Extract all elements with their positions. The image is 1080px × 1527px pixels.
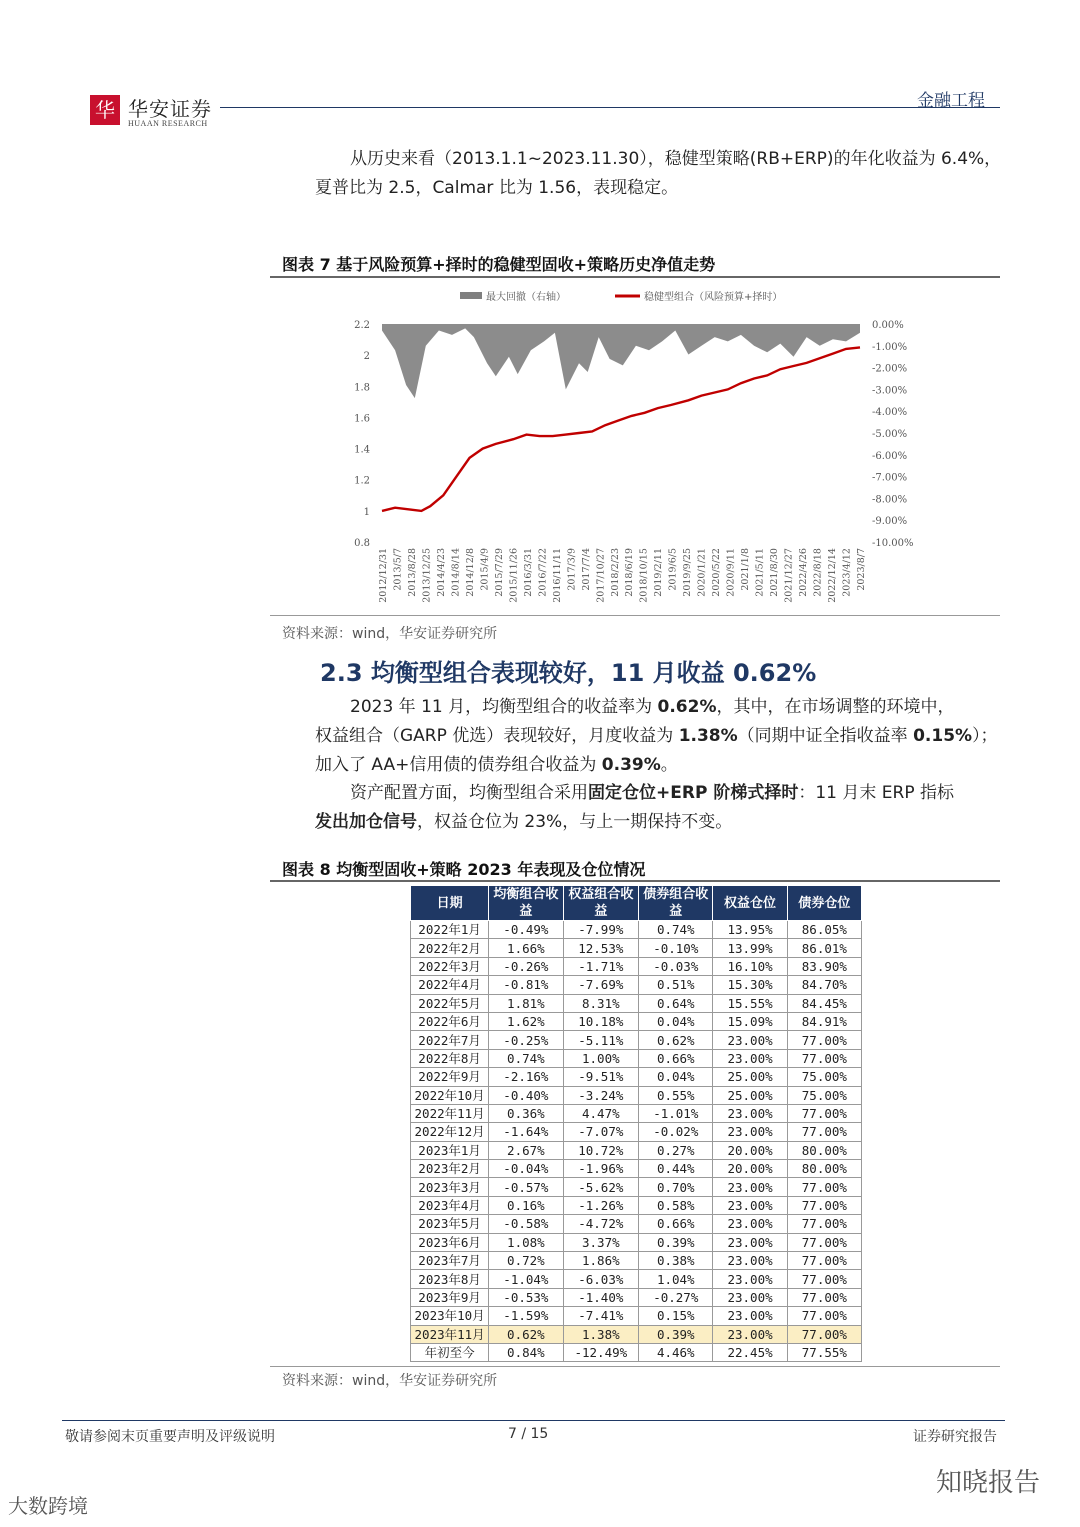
y-left-tick-label: 1.6 — [354, 413, 370, 425]
table-cell: 86.01% — [787, 939, 861, 957]
table-cell: -0.04% — [489, 1160, 563, 1178]
table-cell: 1.04% — [639, 1270, 713, 1288]
s23-para-line-3: 加入了 AA+信用债的债券组合收益为 0.39%。 — [315, 755, 678, 775]
table-cell: 0.58% — [639, 1196, 713, 1214]
table-cell: 23.00% — [713, 1252, 787, 1270]
x-tick-label: 2017/7/4 — [580, 548, 592, 591]
table-row — [411, 1049, 862, 1067]
table-cell: 4.46% — [639, 1343, 713, 1361]
table-cell: 15.09% — [713, 1012, 787, 1030]
table-row — [411, 1196, 862, 1214]
x-tick-label: 2014/12/8 — [464, 548, 476, 597]
y-right-tick-label: -5.00% — [872, 429, 908, 440]
x-tick-label: 2019/9/25 — [682, 548, 694, 597]
x-tick-label: 2019/6/5 — [667, 548, 679, 591]
table-cell: -2.16% — [489, 1068, 563, 1086]
table-cell: 77.00% — [787, 1104, 861, 1122]
nav-chart — [340, 282, 940, 612]
table-row — [411, 994, 862, 1012]
watermark-left: 大数跨境 — [8, 1494, 88, 1518]
table-cell: 23.00% — [713, 1270, 787, 1288]
x-tick-label: 2015/4/9 — [479, 548, 491, 591]
table-cell: 16.10% — [713, 957, 787, 975]
header-rule — [220, 107, 1000, 108]
table-cell: -0.49% — [489, 921, 563, 939]
x-tick-label: 2014/8/14 — [450, 548, 462, 597]
table-cell: 83.90% — [787, 957, 861, 975]
table-cell: 23.00% — [713, 1049, 787, 1067]
table-cell: 1.66% — [489, 939, 563, 957]
table-cell: 2.67% — [489, 1141, 563, 1159]
y-left-tick-label: 2 — [363, 351, 370, 363]
x-tick-label: 2013/12/25 — [421, 548, 433, 603]
table-cell: 2023年7月 — [411, 1252, 489, 1270]
footer-disclaimer: 敬请参阅末页重要声明及评级说明 — [65, 1429, 275, 1445]
table-cell: 13.99% — [713, 939, 787, 957]
table-cell: 23.00% — [713, 1123, 787, 1141]
y-left-tick-label: 0.8 — [354, 538, 370, 549]
figure8-rule — [270, 880, 1000, 882]
table-cell: 80.00% — [787, 1160, 861, 1178]
y-right-tick-label: -7.00% — [872, 472, 908, 484]
table-cell: -1.59% — [489, 1307, 563, 1325]
table-cell: 10.18% — [563, 1012, 639, 1030]
y-right-tick-label: -9.00% — [872, 516, 908, 528]
s23-para-line-1: 2023 年 11 月，均衡型组合的收益率为 0.62%，其中，在市场调整的环境中， — [350, 697, 955, 717]
y-right-tick-label: -2.00% — [872, 363, 908, 375]
table-cell: 2022年1月 — [411, 921, 489, 939]
table-cell: 0.39% — [639, 1233, 713, 1251]
table-cell: 77.00% — [787, 1215, 861, 1233]
table-cell: -0.10% — [639, 939, 713, 957]
table-cell: 23.00% — [713, 1233, 787, 1251]
table-cell: -0.57% — [489, 1178, 563, 1196]
watermark-right: 知晓报告 — [935, 1468, 1040, 1498]
footer-rule — [62, 1420, 1005, 1421]
figure8-bottom-rule — [270, 1366, 1000, 1367]
table-cell: -6.03% — [563, 1270, 639, 1288]
table-cell: 2022年6月 — [411, 1012, 489, 1030]
s23-para-line-2: 权益组合（GARP 优选）表现较好，月度收益为 1.38%（同期中证全指收益率 0.15%）； — [315, 726, 998, 746]
table-cell: -7.07% — [563, 1123, 639, 1141]
figure7-source: 资料来源：wind，华安证券研究所 — [282, 626, 498, 642]
table-cell: 84.45% — [787, 994, 861, 1012]
table-cell: 77.00% — [787, 1031, 861, 1049]
table-cell: 23.00% — [713, 1288, 787, 1306]
table-cell: -0.25% — [489, 1031, 563, 1049]
table-row — [411, 939, 862, 957]
x-tick-label: 2021/1/8 — [740, 548, 752, 591]
col-equity: 权益组合收益 — [563, 886, 639, 921]
x-tick-label: 2018/6/19 — [624, 548, 636, 597]
table-cell: 10.72% — [563, 1141, 639, 1159]
legend-label-drawdown: 最大回撤（右轴） — [486, 292, 566, 303]
table-cell: 2022年4月 — [411, 976, 489, 994]
logo-english: HUAAN RESEARCH — [128, 119, 208, 128]
table-cell: -1.04% — [489, 1270, 563, 1288]
x-tick-label: 2013/5/7 — [392, 548, 404, 591]
table-row — [411, 976, 862, 994]
table-cell: -1.01% — [639, 1104, 713, 1122]
y-right-tick-label: -3.00% — [872, 385, 908, 397]
table-row — [411, 1288, 862, 1306]
table-cell: -0.26% — [489, 957, 563, 975]
table-cell: 0.62% — [489, 1325, 563, 1343]
table-cell: 22.45% — [713, 1343, 787, 1361]
intro-line-1: 从历史来看（2013.1.1~2023.11.30），稳健型策略(RB+ERP)的年化收益为 6.4%， — [350, 149, 1002, 169]
x-tick-label: 2018/2/23 — [609, 548, 621, 597]
s23-para-line-4: 资产配置方面，均衡型组合采用固定仓位+ERP 阶梯式择时：11 月末 ERP 指标 — [350, 783, 954, 803]
y-left-tick-label: 1.4 — [354, 444, 370, 456]
x-tick-label: 2015/7/29 — [493, 548, 505, 597]
table-cell: 84.70% — [787, 976, 861, 994]
table-row — [411, 1160, 862, 1178]
table-cell: -0.58% — [489, 1215, 563, 1233]
x-tick-label: 2020/1/21 — [696, 548, 708, 597]
table-row — [411, 1343, 862, 1361]
s23-para-line-5: 发出加仓信号，权益仓位为 23%，与上一期保持不变。 — [315, 812, 733, 832]
table-cell: 0.15% — [639, 1307, 713, 1325]
table-cell: 2023年10月 — [411, 1307, 489, 1325]
x-tick-label: 2022/8/18 — [812, 548, 824, 597]
table-cell: 0.39% — [639, 1325, 713, 1343]
table-cell: 84.91% — [787, 1012, 861, 1030]
intro-line-2: 夏普比为 2.5，Calmar 比为 1.56，表现稳定。 — [315, 178, 679, 198]
table-cell: 20.00% — [713, 1160, 787, 1178]
table-cell: 77.00% — [787, 1123, 861, 1141]
table-cell: 2023年3月 — [411, 1178, 489, 1196]
figure8-source: 资料来源：wind，华安证券研究所 — [282, 1373, 498, 1389]
table-cell: 0.36% — [489, 1104, 563, 1122]
table-row — [411, 957, 862, 975]
table-row — [411, 1325, 862, 1343]
table-cell: 0.74% — [489, 1049, 563, 1067]
table-cell: 23.00% — [713, 1031, 787, 1049]
table-cell: 25.00% — [713, 1068, 787, 1086]
table-cell: 1.08% — [489, 1233, 563, 1251]
x-tick-label: 2021/5/11 — [754, 548, 766, 597]
table-cell: 23.00% — [713, 1215, 787, 1233]
table-cell: 77.00% — [787, 1049, 861, 1067]
table-cell: 80.00% — [787, 1141, 861, 1159]
table-cell: 2023年8月 — [411, 1270, 489, 1288]
y-right-tick-label: -10.00% — [872, 538, 914, 549]
table-cell: 0.64% — [639, 994, 713, 1012]
table-cell: 0.66% — [639, 1215, 713, 1233]
table-row — [411, 1031, 862, 1049]
table-cell: 2023年1月 — [411, 1141, 489, 1159]
table-cell: -12.49% — [563, 1343, 639, 1361]
x-tick-label: 2018/10/15 — [638, 548, 650, 603]
col-equity-weight: 权益仓位 — [713, 886, 787, 921]
table-cell: -7.41% — [563, 1307, 639, 1325]
x-tick-label: 2023/8/7 — [856, 548, 867, 591]
table-cell: 23.00% — [713, 1178, 787, 1196]
y-left-tick-label: 2.2 — [354, 320, 370, 331]
table-row — [411, 921, 862, 939]
table-cell: -0.53% — [489, 1288, 563, 1306]
col-bond-weight: 债券仓位 — [787, 886, 861, 921]
table-row — [411, 1012, 862, 1030]
table-cell: 0.38% — [639, 1252, 713, 1270]
table-cell: 77.00% — [787, 1196, 861, 1214]
y-left-tick-label: 1.8 — [354, 382, 370, 394]
table-cell: 0.16% — [489, 1196, 563, 1214]
x-tick-label: 2013/8/28 — [406, 548, 418, 597]
table-cell: 2023年11月 — [411, 1325, 489, 1343]
table-cell: 2022年11月 — [411, 1104, 489, 1122]
table-row — [411, 1123, 862, 1141]
table-cell: 23.00% — [713, 1325, 787, 1343]
table-cell: 77.00% — [787, 1252, 861, 1270]
table-cell: -1.40% — [563, 1288, 639, 1306]
table-row — [411, 1307, 862, 1325]
table-cell: 75.00% — [787, 1068, 861, 1086]
table-cell: 1.81% — [489, 994, 563, 1012]
table-cell: 0.51% — [639, 976, 713, 994]
table-cell: 0.04% — [639, 1068, 713, 1086]
table-cell: 77.55% — [787, 1343, 861, 1361]
x-tick-label: 2021/12/27 — [783, 548, 795, 603]
table-cell: -1.96% — [563, 1160, 639, 1178]
table-cell: 年初至今 — [411, 1343, 489, 1361]
table-cell: 77.00% — [787, 1307, 861, 1325]
x-tick-label: 2016/3/31 — [522, 548, 534, 597]
table-cell: 2022年10月 — [411, 1086, 489, 1104]
x-tick-label: 2022/12/14 — [827, 548, 839, 603]
x-tick-label: 2023/4/12 — [841, 548, 853, 597]
section-heading: 2.3 均衡型组合表现较好，11 月收益 0.62% — [320, 659, 817, 687]
page-number: 7 / 15 — [508, 1426, 549, 1442]
x-tick-label: 2016/7/22 — [537, 548, 549, 597]
y-right-tick-label: -4.00% — [872, 407, 908, 419]
table-cell: -3.24% — [563, 1086, 639, 1104]
table-cell: -5.11% — [563, 1031, 639, 1049]
figure8-title: 图表 8 均衡型固收+策略 2023 年表现及仓位情况 — [282, 860, 646, 879]
table-cell: 20.00% — [713, 1141, 787, 1159]
x-tick-label: 2017/10/27 — [595, 548, 607, 603]
legend-swatch-drawdown — [460, 292, 482, 299]
table-cell: 25.00% — [713, 1086, 787, 1104]
table-cell: 23.00% — [713, 1307, 787, 1325]
table-cell: 77.00% — [787, 1233, 861, 1251]
table-row — [411, 1068, 862, 1086]
performance-table — [410, 885, 862, 1362]
table-cell: 2022年12月 — [411, 1123, 489, 1141]
table-cell: 0.84% — [489, 1343, 563, 1361]
table-row — [411, 1270, 862, 1288]
x-tick-label: 2020/9/11 — [725, 548, 737, 597]
table-cell: 1.00% — [563, 1049, 639, 1067]
table-cell: 77.00% — [787, 1178, 861, 1196]
table-cell: 15.30% — [713, 976, 787, 994]
table-cell: 2023年6月 — [411, 1233, 489, 1251]
table-cell: 2022年5月 — [411, 994, 489, 1012]
table-cell: 15.55% — [713, 994, 787, 1012]
y-left-tick-label: 1.2 — [354, 475, 370, 487]
table-cell: 2022年7月 — [411, 1031, 489, 1049]
table-cell: 4.47% — [563, 1104, 639, 1122]
footer-report-type: 证券研究报告 — [913, 1429, 997, 1445]
legend-label-nav: 稳健型组合（风险预算+择时） — [644, 292, 783, 303]
table-cell: 2023年2月 — [411, 1160, 489, 1178]
x-tick-label: 2015/11/26 — [508, 548, 520, 603]
x-tick-label: 2012/12/31 — [378, 548, 389, 603]
table-cell: 0.70% — [639, 1178, 713, 1196]
table-cell: 1.86% — [563, 1252, 639, 1270]
table-cell: 2022年8月 — [411, 1049, 489, 1067]
logo-mark: 华 — [90, 95, 120, 125]
table-row — [411, 1178, 862, 1196]
table-cell: 0.04% — [639, 1012, 713, 1030]
x-tick-label: 2014/4/23 — [435, 548, 447, 597]
table-cell: 2023年4月 — [411, 1196, 489, 1214]
table-cell: 23.00% — [713, 1196, 787, 1214]
table-cell: -1.26% — [563, 1196, 639, 1214]
y-right-tick-label: -6.00% — [872, 450, 908, 462]
table-cell: 77.00% — [787, 1270, 861, 1288]
table-cell: 3.37% — [563, 1233, 639, 1251]
table-cell: -0.02% — [639, 1123, 713, 1141]
table-cell: -0.40% — [489, 1086, 563, 1104]
table-cell: -1.64% — [489, 1123, 563, 1141]
table-row — [411, 1104, 862, 1122]
table-cell: -5.62% — [563, 1178, 639, 1196]
col-date: 日期 — [411, 886, 489, 921]
section-label: 金融工程 — [917, 91, 985, 111]
table-cell: 75.00% — [787, 1086, 861, 1104]
y-right-tick-label: -8.00% — [872, 494, 908, 506]
table-cell: -7.69% — [563, 976, 639, 994]
table-cell: 1.38% — [563, 1325, 639, 1343]
table-cell: 1.62% — [489, 1012, 563, 1030]
table-cell: 13.95% — [713, 921, 787, 939]
y-left-tick-label: 1 — [363, 506, 370, 518]
y-right-tick-label: 0.00% — [872, 320, 904, 331]
table-cell: 0.66% — [639, 1049, 713, 1067]
table-cell: 77.00% — [787, 1288, 861, 1306]
col-balanced: 均衡组合收益 — [489, 886, 563, 921]
table-cell: 0.44% — [639, 1160, 713, 1178]
table-cell: 0.55% — [639, 1086, 713, 1104]
table-cell: -0.03% — [639, 957, 713, 975]
col-bond: 债券组合收益 — [639, 886, 713, 921]
table-cell: -4.72% — [563, 1215, 639, 1233]
table-cell: -1.71% — [563, 957, 639, 975]
table-cell: 2022年2月 — [411, 939, 489, 957]
x-tick-label: 2022/4/26 — [798, 548, 810, 597]
drawdown-area — [382, 324, 860, 398]
figure7-bottom-rule — [270, 615, 1000, 616]
x-tick-label: 2016/11/11 — [551, 548, 563, 603]
table-cell: -7.99% — [563, 921, 639, 939]
table-row — [411, 1086, 862, 1104]
table-cell: 2023年9月 — [411, 1288, 489, 1306]
table-cell: -0.81% — [489, 976, 563, 994]
table-cell: 12.53% — [563, 939, 639, 957]
table-cell: 8.31% — [563, 994, 639, 1012]
figure7-rule — [270, 276, 1000, 278]
table-header-row — [411, 886, 862, 921]
table-row — [411, 1141, 862, 1159]
table-cell: 23.00% — [713, 1104, 787, 1122]
table-cell: 0.27% — [639, 1141, 713, 1159]
table-cell: -0.27% — [639, 1288, 713, 1306]
table-cell: 0.62% — [639, 1031, 713, 1049]
table-cell: 2022年3月 — [411, 957, 489, 975]
table-row — [411, 1233, 862, 1251]
figure7-title: 图表 7 基于风险预算+择时的稳健型固收+策略历史净值走势 — [282, 255, 716, 274]
x-tick-label: 2017/3/9 — [566, 548, 578, 591]
x-tick-label: 2021/8/30 — [769, 548, 781, 597]
table-cell: 2022年9月 — [411, 1068, 489, 1086]
nav-line — [382, 347, 860, 511]
x-tick-label: 2020/5/22 — [711, 548, 723, 597]
table-cell: 0.74% — [639, 921, 713, 939]
table-cell: 0.72% — [489, 1252, 563, 1270]
table-row — [411, 1215, 862, 1233]
table-cell: 77.00% — [787, 1325, 861, 1343]
y-right-tick-label: -1.00% — [872, 341, 908, 353]
table-cell: 86.05% — [787, 921, 861, 939]
x-tick-label: 2019/2/11 — [653, 548, 665, 597]
table-row — [411, 1252, 862, 1270]
table-cell: 2023年5月 — [411, 1215, 489, 1233]
table-cell: -9.51% — [563, 1068, 639, 1086]
logo-name: 华安证券 — [128, 97, 212, 121]
